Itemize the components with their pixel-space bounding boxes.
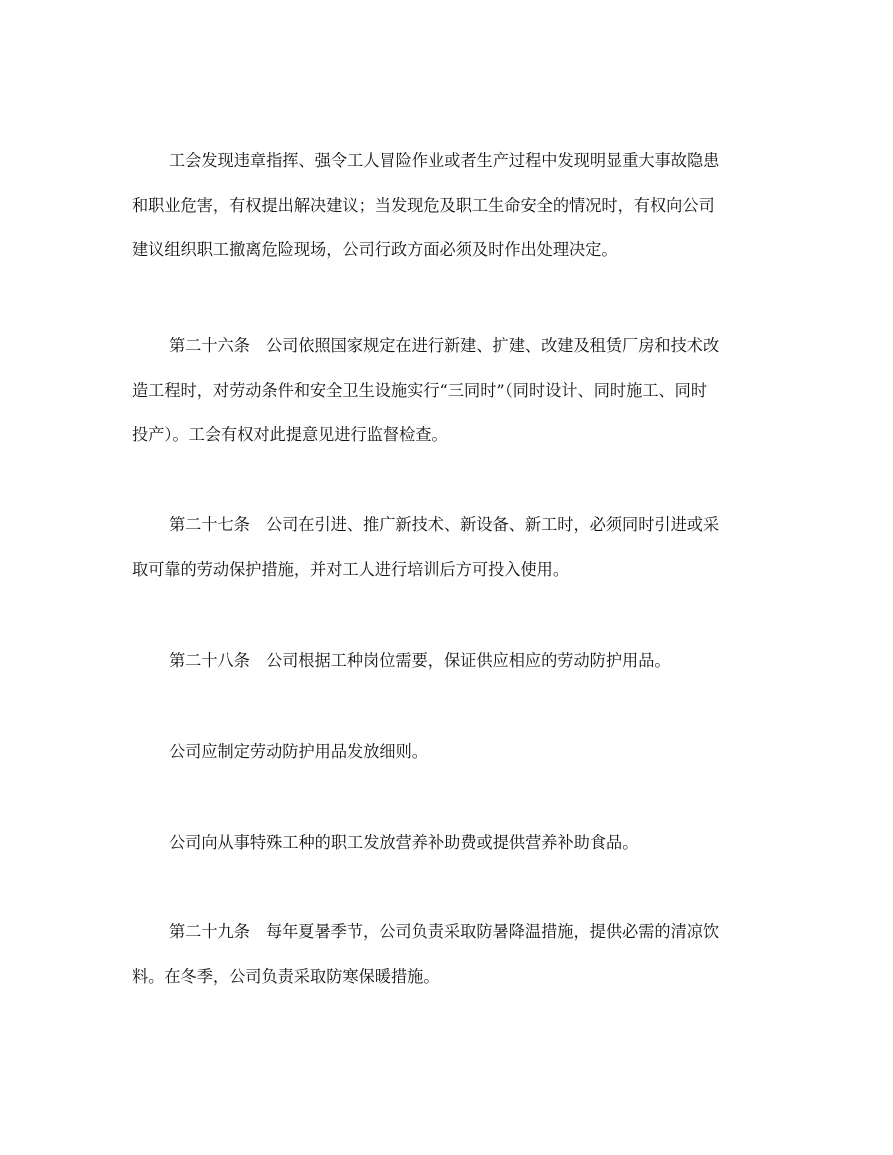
text-line <box>132 515 772 560</box>
text-line: 投产）。工会有权对此提意见进行监督检查。 <box>132 425 448 444</box>
text-line: 和职业危害，有权提出解决建议；当发现危及职工生命安全的情况时，有权向公司 <box>132 195 715 215</box>
article-number: 第二十七条 <box>169 515 250 534</box>
article-text: 公司根据工种岗位需要，保证供应相应的劳动防护用品。 <box>265 651 671 670</box>
text-line: 公司向从事特殊工种的职工发放营养补助费或提供营养补助食品。 <box>169 833 639 852</box>
article-text: 每年夏暑季节，公司负责采取防暑降温措施，提供必需的清凉饮 <box>265 922 720 941</box>
paragraph-nutrition-allowance <box>132 833 772 878</box>
article-number: 第二十九条 <box>169 922 250 941</box>
paragraph-article-27 <box>132 515 772 604</box>
paragraph-article-26 <box>132 336 772 470</box>
text-line <box>132 922 772 967</box>
paragraph-protective-equipment-rules <box>132 742 772 787</box>
text-line: 工会发现违章指挥、强令工人冒险作业或者生产过程中发现明显重大事故隐患 <box>169 151 720 170</box>
paragraph-union-rights <box>132 151 772 285</box>
paragraph-article-29 <box>132 922 772 1011</box>
paragraph-article-28 <box>132 651 772 696</box>
text-line: 公司应制定劳动防护用品发放细则。 <box>169 742 428 761</box>
article-text: 公司在引进、推广新技术、新设备、新工时，必须同时引进或采 <box>265 515 720 534</box>
text-line: 料。在冬季，公司负责采取防寒保暖措施。 <box>132 966 440 986</box>
text-line: 造工程时，对劳动条件和安全卫生设施实行“三同时”（同时设计、同时施工、同时 <box>132 380 708 400</box>
article-number: 第二十六条 <box>169 336 250 355</box>
text-line <box>132 336 772 381</box>
text-line <box>132 651 772 696</box>
article-text: 公司依照国家规定在进行新建、扩建、改建及租赁厂房和技术改 <box>265 336 720 355</box>
article-number: 第二十八条 <box>169 651 250 670</box>
text-line: 建议组织职工撤离危险现场，公司行政方面必须及时作出处理决定。 <box>132 240 618 259</box>
text-line: 取可靠的劳动保护措施，并对工人进行培训后方可投入使用。 <box>132 559 570 579</box>
